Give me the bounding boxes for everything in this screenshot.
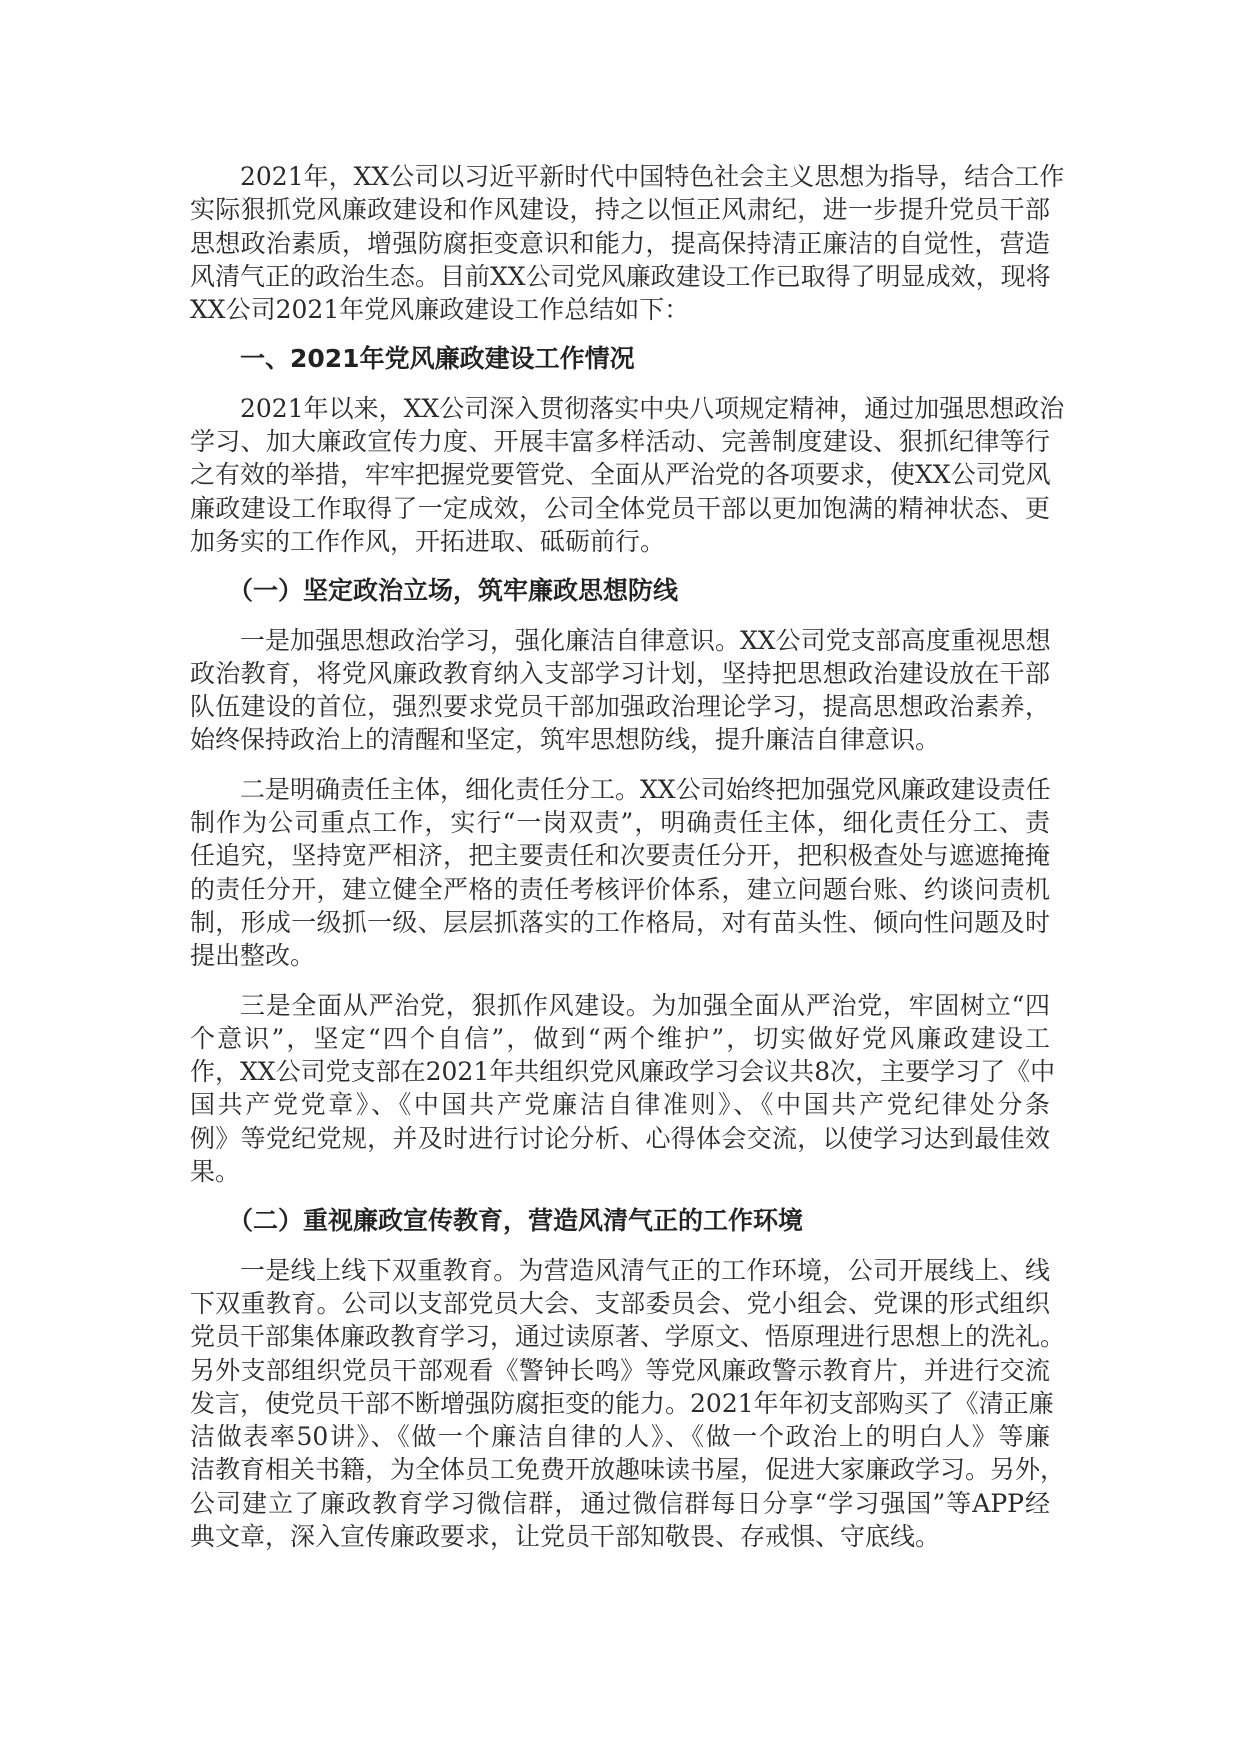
text-line: 政治教育，将党风廉政教育纳入支部学习计划，坚持把思想政治建设放在干部 [190, 658, 1050, 688]
text-line: 加务实的工作作风，开拓进取、砥砺前行。 [190, 526, 666, 556]
text-line: 三是全面从严治党，狠抓作风建设。为加强全面从严治党，牢固树立“四 [240, 990, 1050, 1020]
text-line: 下双重教育。公司以支部党员大会、支部委员会、党小组会、党课的形式组织 [190, 1288, 1050, 1318]
paragraph-political-study [190, 624, 1050, 757]
text-line: 廉政建设工作取得了一定成效，公司全体党员干部以更加饱满的精神状态、更 [190, 493, 1050, 523]
section-1-paragraph [190, 392, 1065, 558]
text-line: 例》等党纪党规，并及时进行讨论分析、心得体会交流，以使学习达到最佳效 [190, 1123, 1050, 1153]
text-line: 二是明确责任主体，细化责任分工。XX公司始终把加强党风廉政建设责任 [240, 774, 1051, 804]
text-line: 2021年，XX公司以习近平新时代中国特色社会主义思想为指导，结合工作 [240, 162, 1065, 191]
text-line: 洁教育相关书籍，为全体员工免费开放趣味读书屋，促进大家廉政学习。另外， [190, 1455, 1066, 1485]
text-line: 公司建立了廉政教育学习微信群，通过微信群每日分享“学习强国”等APP经 [190, 1488, 1050, 1518]
text-line: 果。 [190, 1157, 241, 1187]
document-page [190, 160, 1066, 1569]
paragraph-online-offline-education [190, 1254, 1066, 1554]
text-line: 始终保持政治上的清醒和坚定，筑牢思想防线，提升廉洁自律意识。 [190, 725, 941, 755]
text-line: XX公司2021年党风廉政建设工作总结如下： [190, 295, 690, 325]
paragraph-party-governance [190, 989, 1056, 1189]
text-line: 一是加强思想政治学习，强化廉洁自律意识。XX公司党支部高度重视思想 [240, 625, 1051, 655]
text-line: 制，形成一级抓一级、层层抓落实的工作格局，对有苗头性、倾向性问题及时 [190, 907, 1050, 937]
paragraph-responsibility [190, 773, 1050, 973]
text-line: 的责任分开，建立健全严格的责任考核评价体系，建立问题台账、约谈问责机 [190, 874, 1050, 904]
text-line: 2021年以来，XX公司深入贯彻落实中央八项规定精神，通过加强思想政治 [240, 393, 1065, 423]
text-line: 之有效的举措，牢牢把握党要管党、全面从严治党的各项要求，使XX公司党风 [190, 460, 1051, 490]
text-line: 党员干部集体廉政教育学习，通过读原著、学原文、悟原理进行思想上的洗礼。 [190, 1322, 1066, 1352]
section-heading-1: 一、2021年党风廉政建设工作情况 [240, 344, 635, 374]
text-line: 发言，使党员干部不断增强防腐拒变的能力。2021年年初支部购买了《清正廉 [190, 1388, 1054, 1418]
text-line: 另外支部组织党员干部观看《警钟长鸣》等党风廉政警示教育片，并进行交流 [190, 1355, 1050, 1385]
text-line: 思想政治素质，增强防腐拒变意识和能力，提高保持清正廉洁的自觉性，营造 [190, 228, 1050, 258]
text-line: 一是线上线下双重教育。为营造风清气正的工作环境，公司开展线上、线 [240, 1255, 1050, 1285]
text-line: 国共产党党章》、《中国共产党廉洁自律准则》、《中国共产党纪律处分条 [190, 1090, 1050, 1120]
text-line: 典文章，深入宣传廉政要求，让党员干部知敬畏、存戒惧、守底线。 [190, 1521, 941, 1551]
text-line: 风清气正的政治生态。目前XX公司党风廉政建设工作已取得了明显成效，现将 [190, 261, 1051, 291]
text-line: 学习、加大廉政宣传力度、开展丰富多样活动、完善制度建设、狠抓纪律等行 [190, 427, 1050, 457]
text-line: 提出整改。 [190, 941, 316, 971]
text-line: 洁做表率50讲》、《做一个廉洁自律的人》、《做一个政治上的明白人》等廉 [190, 1422, 1050, 1452]
text-line: 队伍建设的首位，强烈要求党员干部加强政治理论学习，提高思想政治素养， [190, 692, 1050, 722]
text-line: 任追究，坚持宽严相济，把主要责任和次要责任分开，把积极查处与遮遮掩掩 [190, 841, 1050, 871]
intro-paragraph [190, 160, 1065, 326]
subsection-heading-2: （二）重视廉政宣传教育，营造风清气正的工作环境 [228, 1206, 804, 1236]
text-line: 实际狠抓党风廉政建设和作风建设，持之以恒正风肃纪，进一步提升党员干部 [190, 195, 1050, 225]
text-line: 制作为公司重点工作，实行“一岗双责”，明确责任主体，细化责任分工、责 [190, 808, 1050, 838]
text-line: 作，XX公司党支部在2021年共组织党风廉政学习会议共8次，主要学习了《中 [190, 1057, 1056, 1087]
text-line: 个意识”，坚定“四个自信”，做到“两个维护”，切实做好党风廉政建设工 [190, 1023, 1050, 1053]
subsection-heading-1: （一）坚定政治立场，筑牢廉政思想防线 [228, 576, 679, 606]
